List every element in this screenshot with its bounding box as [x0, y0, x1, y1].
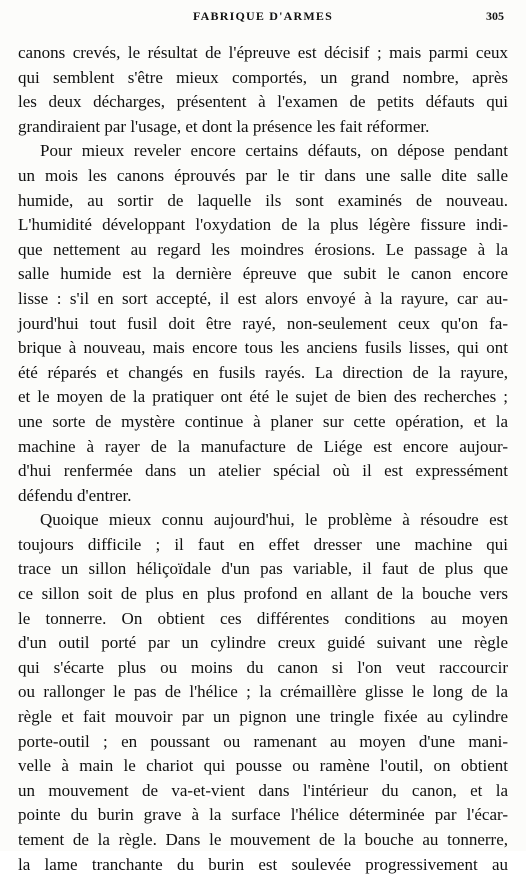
body-text	[18, 41, 508, 877]
text-line: toujours difficile ; il faut en effet dresser une machine qui	[18, 534, 508, 554]
text-line: lisse : s'il en sort accepté, il est alors envoyé à la rayure, car au-	[18, 288, 508, 308]
text-line: et le moyen de la pratiquer ont été le sujet de bien des recherches ;	[18, 387, 508, 407]
text-line: un mouvement de va-et-vient dans l'intérieur du canon, et la	[18, 780, 508, 800]
page-number: 305	[486, 9, 504, 23]
text-line: règle et fait mouvoir par un pignon une tringle fixée au cylindre	[18, 707, 508, 727]
text-line: été réparés et changés en fusils rayés. La direction de la rayure,	[18, 362, 508, 382]
text-line: qui s'écarte plus ou moins du canon si l'on veut raccourcir	[18, 657, 508, 677]
text-line: velle à main le chariot qui pousse ou ramène l'outil, on obtient	[18, 756, 508, 776]
text-line: d'hui renfermée dans un atelier spécial où il est expressément	[18, 461, 508, 481]
text-line: Pour mieux reveler encore certains défauts, on dépose pendant	[40, 141, 508, 161]
text-line: machine à rayer de la manufacture de Liége est encore aujour-	[18, 436, 508, 456]
text-line: le tonnerre. On obtient ces différentes conditions au moyen	[18, 608, 508, 628]
text-line: canons crevés, le résultat de l'épreuve est décisif ; mais parmi ceux	[18, 43, 508, 62]
text-line: L'humidité développant l'oxydation de la plus légère fissure indi-	[18, 215, 508, 235]
text-line: jourd'hui tout fusil doit être rayé, non-seulement ceux qu'on fa-	[18, 313, 508, 333]
text-line: humide, au sortir de laquelle ils sont examinés de nouveau.	[18, 190, 508, 210]
text-line: Quoique mieux connu aujourd'hui, le problème à résoudre est	[40, 510, 508, 530]
text-line: défendu d'entrer.	[18, 485, 132, 505]
text-line: que nettement au regard les moindres érosions. Le passage à la	[18, 239, 508, 259]
text-line: tement de la règle. Dans le mouvement de la bouche au tonnerre,	[18, 830, 508, 849]
text-line: d'un outil porté par un cylindre creux guidé suivant une règle	[18, 633, 508, 653]
text-line: un mois les canons éprouvés par le tir dans une salle dite salle	[18, 165, 508, 185]
page-header	[18, 9, 508, 31]
text-line: les deux décharges, présentent à l'examen de petits défauts qui	[18, 92, 508, 112]
text-line: grandiraient par l'usage, et dont la présence les fait réformer.	[18, 116, 430, 136]
text-line: porte-outil ; en poussant ou ramenant au moyen d'une mani-	[18, 731, 508, 751]
text-line: salle humide est la dernière épreuve que subit le canon encore	[18, 264, 508, 284]
text-line: ou rallonger le pas de l'hélice ; la crémaillère glisse le long de la	[18, 682, 508, 702]
text-line: ce sillon soit de plus en plus profond en allant de la bouche vers	[18, 584, 508, 604]
text-line: qui semblent s'être mieux comportés, un grand nombre, après	[18, 67, 508, 87]
running-title: FABRIQUE D'ARMES	[193, 9, 333, 23]
text-line: trace un sillon héliçoïdale d'un pas variable, il faut de plus que	[18, 559, 508, 579]
text-line: une sorte de mystère continue à planer sur cette opération, et la	[18, 411, 508, 431]
text-line: pointe du burin grave à la surface l'hélice déterminée par l'écar-	[18, 805, 508, 825]
text-line: la lame tranchante du burin est soulevée progressivement au	[18, 854, 508, 874]
text-line: brique à nouveau, mais encore tous les anciens fusils lisses, qui ont	[18, 338, 508, 358]
